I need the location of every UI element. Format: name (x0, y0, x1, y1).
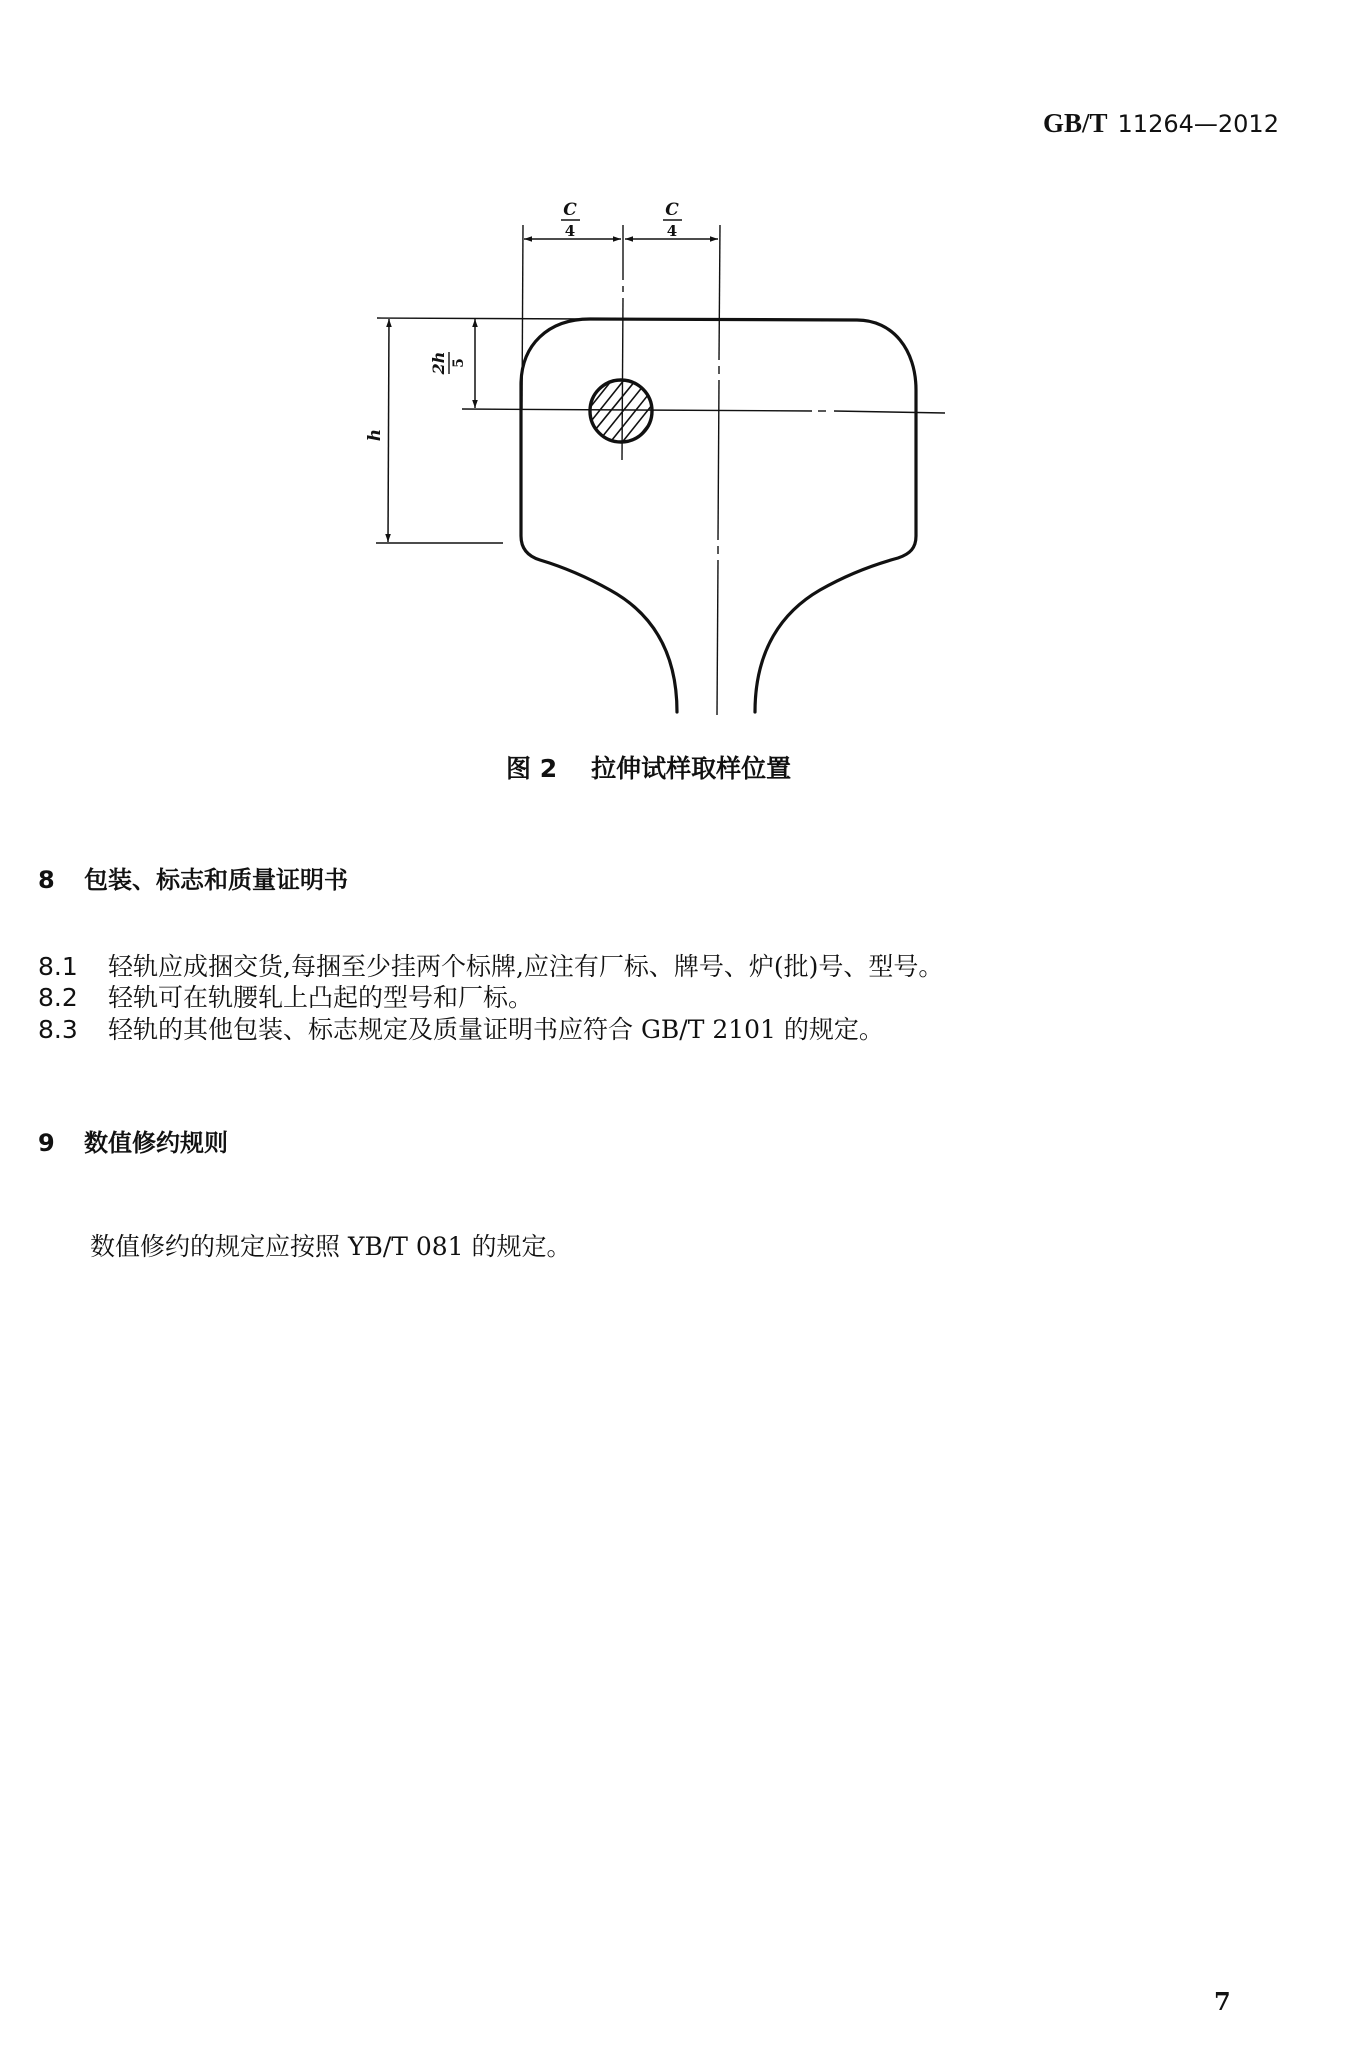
svg-text:C: C (665, 200, 679, 220)
dimension-h (388, 319, 389, 542)
section-title: 包装、标志和质量证明书 (84, 866, 348, 894)
svg-text:4: 4 (666, 222, 678, 240)
figure-title: 拉伸试样取样位置 (591, 754, 792, 783)
page-number: 7 (1214, 1987, 1231, 2016)
figure-number: 图 2 (506, 754, 558, 783)
label-c-quarter-right (663, 200, 682, 240)
label-2h-5 (429, 352, 467, 376)
figure-caption (506, 753, 791, 785)
left-extension-line (522, 225, 523, 409)
section-9-heading (38, 1128, 228, 1158)
horizontal-center-line (462, 409, 945, 413)
section-number: 9 (38, 1129, 55, 1157)
rail-symmetry-axis (717, 225, 720, 715)
clause-8-2 (38, 983, 533, 1013)
label-h: h (365, 428, 385, 442)
clause-number: 8.2 (38, 983, 78, 1012)
top-reference-line (377, 318, 590, 319)
clause-text: 轻轨可在轨腰轧上凸起的型号和厂标。 (108, 983, 534, 1012)
svg-text:C: C (563, 200, 577, 220)
svg-text:5: 5 (451, 358, 467, 368)
figure-rail-cross-section (0, 0, 1357, 760)
section-9-paragraph: 数值修约的规定应按照 YB/T 081 的规定。 (90, 1232, 572, 1261)
clause-text: 轻轨的其他包装、标志规定及质量证明书应符合 GB/T 2101 的规定。 (108, 1015, 884, 1044)
specimen-vertical-center-line (622, 225, 623, 460)
clause-number: 8.1 (38, 952, 78, 981)
clause-number: 8.3 (38, 1015, 78, 1044)
section-8-heading (38, 865, 348, 895)
svg-text:4: 4 (564, 222, 576, 240)
clause-8-3 (38, 1015, 884, 1045)
label-c-quarter-left (561, 200, 580, 240)
clause-text: 轻轨应成捆交货,每捆至少挂两个标牌,应注有厂标、牌号、炉(批)号、型号。 (108, 952, 944, 981)
svg-text:2h: 2h (429, 351, 448, 375)
section-number: 8 (38, 866, 55, 894)
clause-8-1 (38, 952, 943, 982)
section-title: 数值修约规则 (84, 1129, 228, 1157)
standard-prefix: GB/T (1043, 108, 1108, 138)
standard-number: 11264—2012 (1117, 110, 1279, 138)
